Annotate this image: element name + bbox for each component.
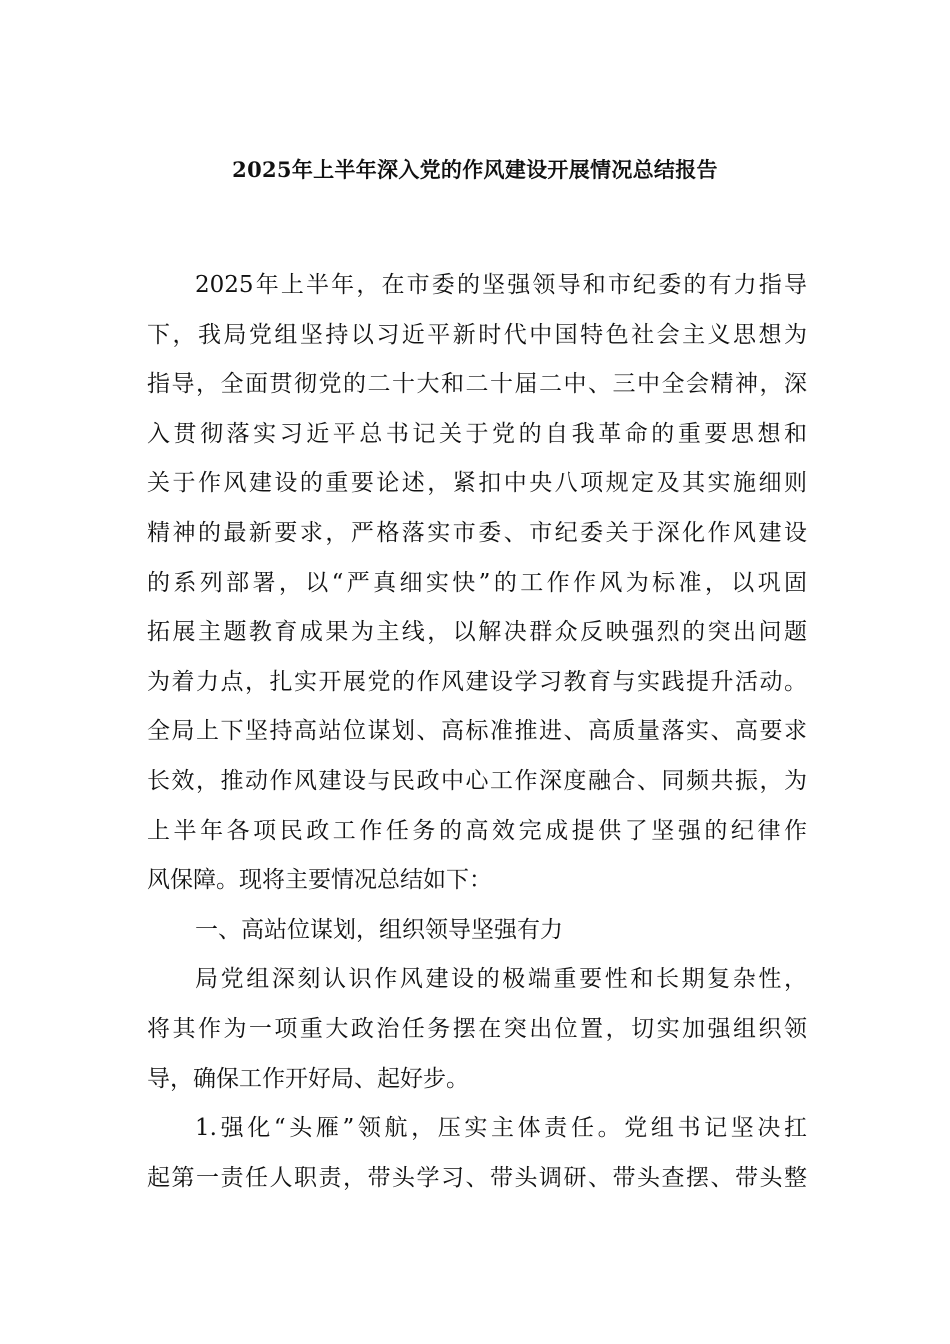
paragraph xyxy=(147,955,807,1104)
text-line: 关于作风建设的重要论述，紧扣中央八项规定及其实施细则 xyxy=(147,470,807,497)
text-line: 导，确保工作开好局、起好步。 xyxy=(147,1065,469,1092)
text-line: 2025年上半年，在市委的坚强领导和市纪委的有力指导 xyxy=(195,272,807,298)
paragraph xyxy=(147,1104,807,1203)
text-line: 精神的最新要求，严格落实市委、市纪委关于深化作风建设 xyxy=(147,519,807,546)
text-line: 一、高站位谋划，组织领导坚强有力 xyxy=(195,916,563,943)
text-line: 局党组深刻认识作风建设的极端重要性和长期复杂性， xyxy=(195,966,807,993)
document-body xyxy=(147,261,807,1203)
text-line: 1.强化“头雁”领航，压实主体责任。党组书记坚决扛 xyxy=(195,1115,807,1142)
text-line: 长效，推动作风建设与民政中心工作深度融合、同频共振，为 xyxy=(147,767,807,794)
paragraph xyxy=(147,906,807,956)
text-line: 为着力点，扎实开展党的作风建设学习教育与实践提升活动。 xyxy=(147,668,807,695)
paragraph xyxy=(147,261,807,906)
text-line: 的系列部署，以“严真细实快”的工作作风为标准，以巩固 xyxy=(147,569,807,596)
text-line: 全局上下坚持高站位谋划、高标准推进、高质量落实、高要求 xyxy=(147,718,807,745)
text-line: 指导，全面贯彻党的二十大和二十届二中、三中全会精神，深 xyxy=(147,371,807,398)
document-title: 2025年上半年深入党的作风建设开展情况总结报告 xyxy=(232,157,718,182)
text-line: 入贯彻落实习近平总书记关于党的自我革命的重要思想和 xyxy=(147,420,807,447)
text-line: 上半年各项民政工作任务的高效完成提供了坚强的纪律作 xyxy=(147,817,807,844)
text-line: 拓展主题教育成果为主线，以解决群众反映强烈的突出问题 xyxy=(147,619,807,646)
text-line: 风保障。现将主要情况总结如下： xyxy=(147,867,492,894)
text-line: 起第一责任人职责，带头学习、带头调研、带头查摆、带头整 xyxy=(147,1164,807,1191)
text-line: 下，我局党组坚持以习近平新时代中国特色社会主义思想为 xyxy=(147,321,807,348)
text-line: 将其作为一项重大政治任务摆在突出位置，切实加强组织领 xyxy=(147,1015,807,1042)
